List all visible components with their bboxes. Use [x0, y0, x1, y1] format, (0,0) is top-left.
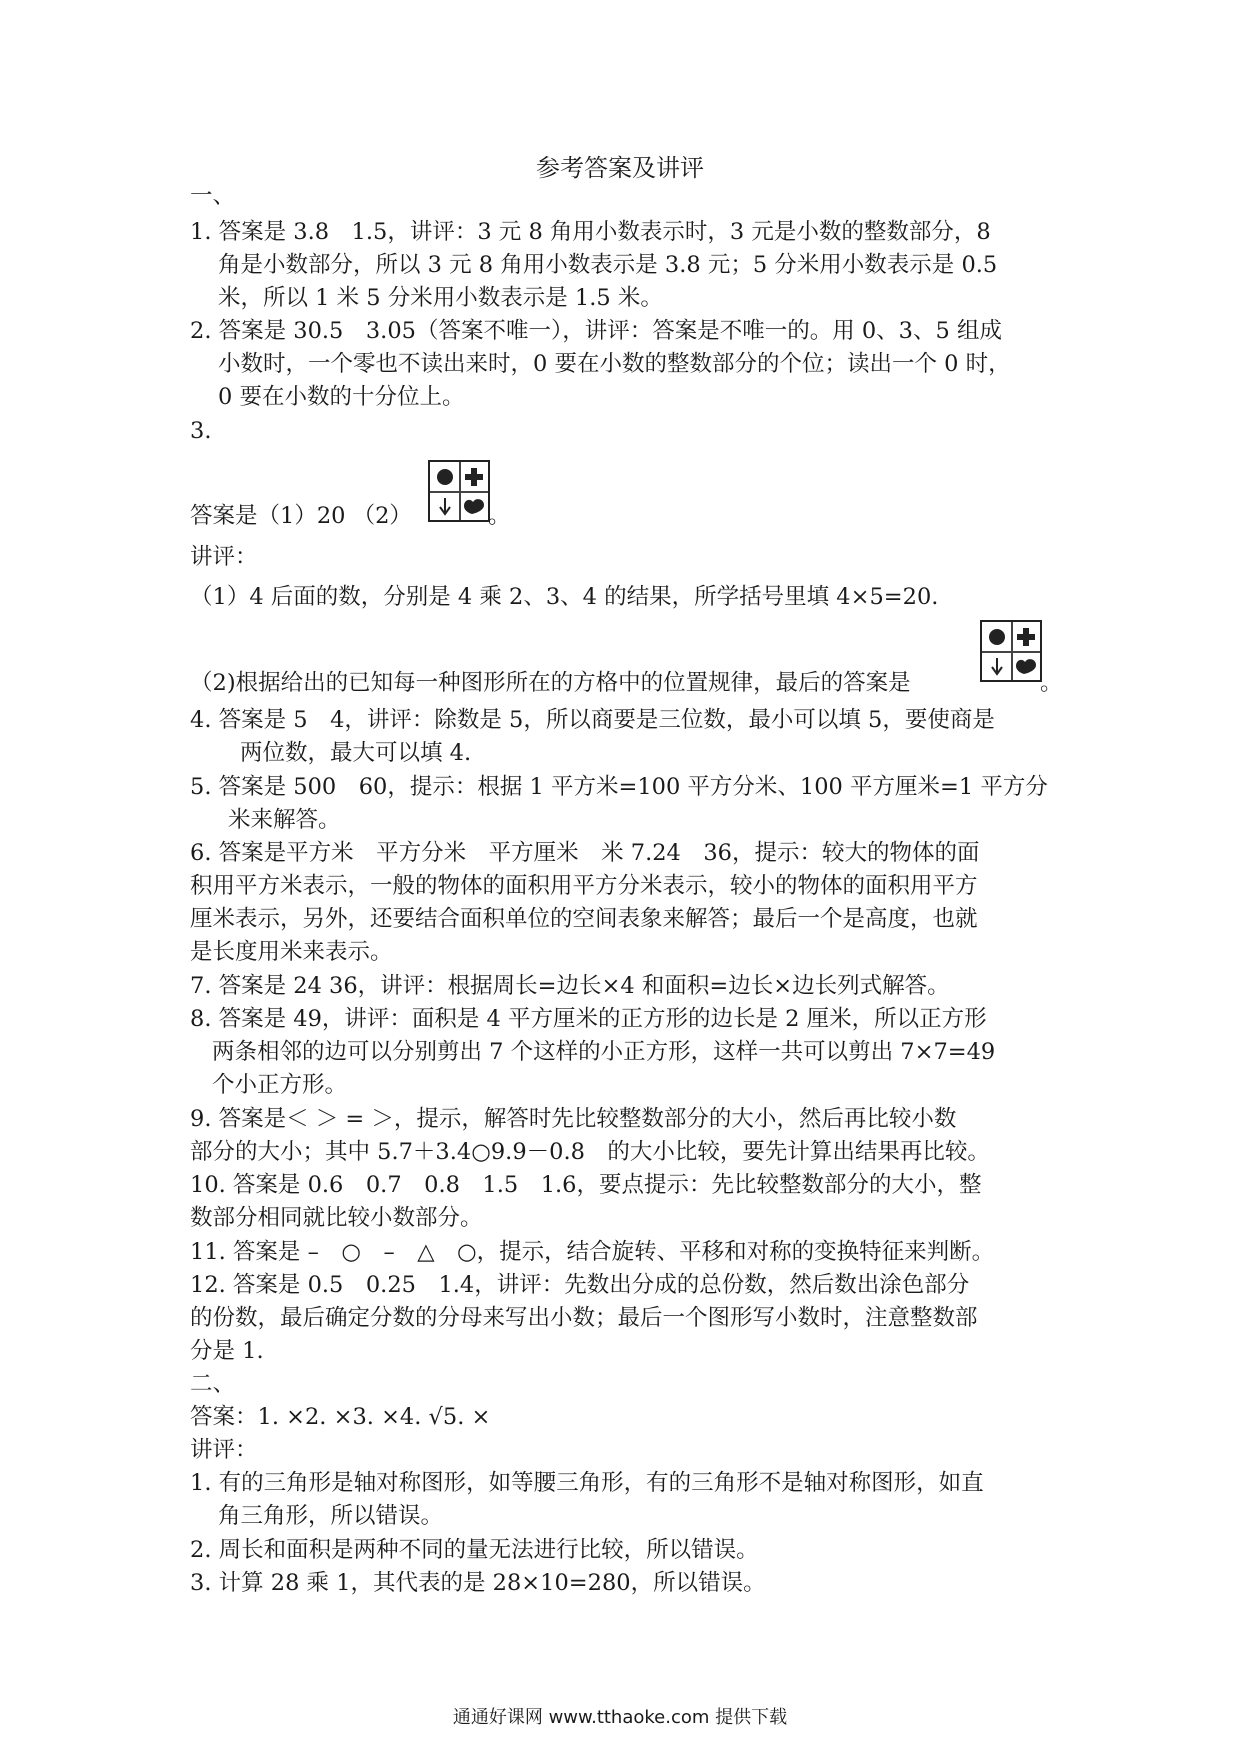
- page-footer: 通通好课网 www.tthaoke.com 提供下载: [452, 1707, 788, 1728]
- answer-line: 6. 答案是平方米 平方分米 平方厘米 米 7.24 36，提示：较大的物体的面: [190, 840, 980, 866]
- answer-line: 个小正方形。: [212, 1072, 348, 1098]
- section-heading: 一、: [190, 183, 236, 209]
- answer-line: 答案是（1）20 （2）: [190, 503, 412, 529]
- answer-line: 12. 答案是 0.5 0.25 1.4，讲评：先数出分成的总份数，然后数出涂色部分: [190, 1272, 970, 1298]
- answer-line: 11. 答案是 – ○ – △ ○，提示，结合旋转、平移和对称的变换特征来判断。: [190, 1239, 995, 1265]
- plus-icon: [459, 462, 488, 491]
- punctuation: 。: [1040, 670, 1063, 696]
- answer-line: 7. 答案是 24 36，讲评：根据周长=边长×4 和面积=边长×边长列式解答。: [190, 973, 950, 999]
- answer-line: 1. 有的三角形是轴对称图形，如等腰三角形，有的三角形不是轴对称图形，如直: [190, 1470, 984, 1496]
- circle-icon: [430, 462, 459, 491]
- answer-line: 厘米表示，另外，还要结合面积单位的空间表象来解答；最后一个是高度，也就: [190, 906, 978, 932]
- answer-line: 两位数，最大可以填 4.: [240, 740, 472, 766]
- answer-line: 5. 答案是 500 60，提示：根据 1 平方米=100 平方分米、100 平方厘米=1 平方分: [190, 774, 1048, 800]
- answer-line: 3.: [190, 418, 212, 444]
- answer-line: 10. 答案是 0.6 0.7 0.8 1.5 1.6，要点提示：先比较整数部分的大小，整: [190, 1172, 982, 1198]
- answer-line: （2)根据给出的已知每一种图形所在的方格中的位置规律，最后的答案是: [190, 670, 911, 696]
- answer-line: 9. 答案是＜ ＞ = ＞，提示，解答时先比较整数部分的大小，然后再比较小数: [190, 1106, 957, 1132]
- pattern-grid-figure: [980, 620, 1042, 682]
- heart-icon: [459, 491, 488, 520]
- answer-line: 0 要在小数的十分位上。: [218, 384, 465, 410]
- answer-line: 分是 1.: [190, 1338, 264, 1364]
- answer-line: 两条相邻的边可以分别剪出 7 个这样的小正方形，这样一共可以剪出 7×7=49: [212, 1039, 996, 1065]
- pattern-grid-figure: [428, 460, 490, 522]
- answer-line: 2. 周长和面积是两种不同的量无法进行比较，所以错误。: [190, 1537, 759, 1563]
- plus-icon: [1011, 622, 1040, 651]
- answer-line: （1）4 后面的数，分别是 4 乘 2、3、4 的结果，所学括号里填 4×5=20.: [190, 584, 939, 610]
- answer-line: 角三角形，所以错误。: [218, 1503, 444, 1529]
- answer-line: 米，所以 1 米 5 分米用小数表示是 1.5 米。: [218, 285, 663, 311]
- punctuation: 。: [488, 503, 511, 529]
- answer-line: 答案：1. ×2. ×3. ×4. √5. ×: [190, 1404, 491, 1430]
- answer-line: 是长度用米来表示。: [190, 939, 393, 965]
- answer-line: 小数时，一个零也不读出来时，0 要在小数的整数部分的个位；读出一个 0 时，: [218, 351, 1011, 377]
- comment-label: 讲评：: [190, 544, 258, 570]
- page-title: 参考答案及讲评: [536, 154, 704, 182]
- section-heading: 二、: [190, 1371, 236, 1397]
- answer-line: 3. 计算 28 乘 1，其代表的是 28×10=280，所以错误。: [190, 1570, 766, 1596]
- comment-label: 讲评：: [190, 1437, 258, 1463]
- answer-line: 1. 答案是 3.8 1.5，讲评：3 元 8 角用小数表示时，3 元是小数的整数部分，8: [190, 219, 991, 245]
- answer-line: 4. 答案是 5 4，讲评：除数是 5，所以商要是三位数，最小可以填 5，要使商是: [190, 707, 995, 733]
- heart-icon: [1011, 651, 1040, 680]
- down-arrow-icon: [430, 491, 459, 520]
- answer-line: 米来解答。: [228, 807, 341, 833]
- answer-line: 积用平方米表示，一般的物体的面积用平方分米表示，较小的物体的面积用平方: [190, 873, 978, 899]
- answer-line: 的份数，最后确定分数的分母来写出小数；最后一个图形写小数时，注意整数部: [190, 1305, 978, 1331]
- answer-line: 2. 答案是 30.5 3.05（答案不唯一），讲评：答案是不唯一的。用 0、3、5 组成: [190, 318, 1002, 344]
- circle-icon: [982, 622, 1011, 651]
- answer-line: 数部分相同就比较小数部分。: [190, 1205, 483, 1231]
- answer-line: 部分的大小；其中 5.7＋3.4○9.9－0.8 的大小比较，要先计算出结果再比较。: [190, 1139, 990, 1165]
- answer-line: 角是小数部分，所以 3 元 8 角用小数表示是 3.8 元；5 分米用小数表示是 0.5: [218, 252, 998, 278]
- answer-line: 8. 答案是 49，讲评：面积是 4 平方厘米的正方形的边长是 2 厘米，所以正方形: [190, 1006, 987, 1032]
- down-arrow-icon: [982, 651, 1011, 680]
